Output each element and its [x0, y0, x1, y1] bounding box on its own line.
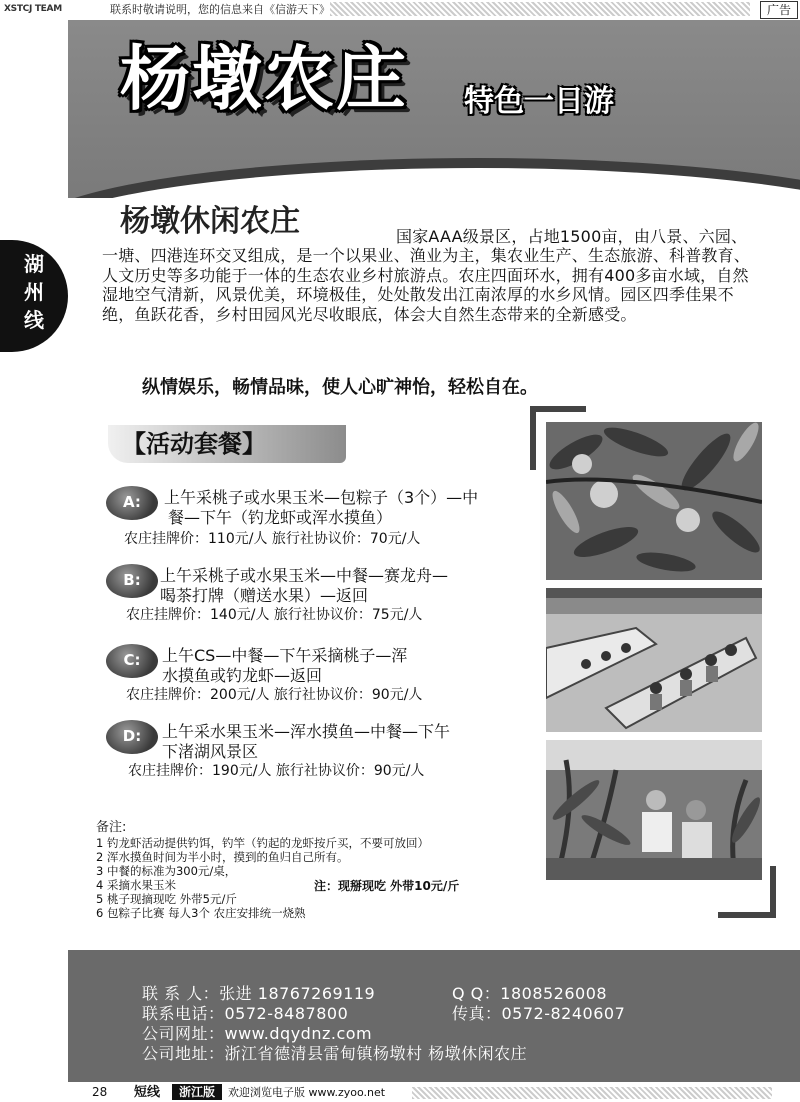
page-number: 28 [92, 1085, 108, 1099]
farm-name-heading: 杨墩休闲农庄 [120, 202, 300, 242]
contact-qq: Q Q：1808526008 [452, 984, 608, 1003]
package-line: 上午采水果玉米—浑水摸鱼—中餐—下午 [162, 722, 451, 741]
corn-price-tip: 注：现掰现吃 外带10元/斤 [314, 879, 460, 893]
package-price: 农庄挂牌价：200元/人 旅行社协议价：90元/人 [126, 687, 423, 703]
hatch-decoration [330, 2, 750, 16]
contact-phone: 联系电话：0572-8487800 [142, 1004, 349, 1023]
peach-tree-photo [546, 422, 762, 580]
ad-frame [68, 20, 800, 1082]
package-line: 餐—下午（钓龙虾或浑水摸鱼） [168, 508, 393, 527]
note-item: 3 中餐的标准为300元/桌， [96, 864, 237, 878]
top-strip [0, 0, 800, 20]
package-line: 下渚湖风景区 [162, 742, 259, 761]
note-item: 6 包粽子比赛 每人3个 农庄安排统一烧熟 [96, 906, 306, 920]
intro-paragraph: 国家AAA级景区，占地1500亩，由八景、六园、一塘、四港连环交叉组成，是一个以果业、渔业为主，集农业生产、生态旅游、科普教育、人文历史等多功能于一体的生态农业乡村旅游点。农庄四面环水，拥有400多亩水域，自然湿地空气清新，风景优美，环境极佳，处处散发出江南浓厚的水乡风情。园区四季佳果不绝，鱼跃花香，乡村田园风光尽收眼底，体会大自然生态带来的全新感受。 [102, 227, 751, 324]
note-item: 2 浑水摸鱼时间为半小时，摸到的鱼归自己所有。 [96, 850, 349, 864]
dragon-boat-photo [546, 588, 762, 732]
package-line: 喝茶打牌（赠送水果）—返回 [160, 586, 369, 605]
contact-panel [68, 950, 800, 1082]
package-d [106, 720, 566, 800]
package-badge [106, 486, 158, 520]
package-badge [106, 564, 158, 598]
section-label: 短线 [134, 1085, 161, 1100]
package-a [106, 486, 526, 566]
contact-website[interactable]: 公司网址：www.dqydnz.com [142, 1024, 373, 1043]
package-description [160, 566, 448, 606]
note-item: 5 桃子现摘现吃 外带5元/斤 [96, 892, 237, 906]
package-price: 农庄挂牌价：190元/人 旅行社协议价：90元/人 [128, 763, 425, 779]
contact-person: 联 系 人：张进 18767269119 [142, 984, 376, 1003]
package-line: 上午采桃子或水果玉米—包粽子（3个）—中 [164, 488, 479, 507]
hatch-decoration [412, 1087, 772, 1099]
packages-heading: 【活动套餐】 [122, 430, 266, 458]
package-description [164, 488, 478, 528]
route-side-tab [0, 240, 68, 352]
source-notice: 联系时敬请说明，您的信息来自《信游天下》 [110, 3, 330, 16]
page-subtitle: 特色一日游 [464, 84, 614, 119]
package-badge-label: B: [123, 571, 141, 589]
page-title: 杨墩农庄 [120, 38, 408, 120]
note-item: 4 采摘水果玉米 [96, 878, 176, 892]
region-badge: 浙江版 [172, 1084, 222, 1100]
header-banner [68, 20, 800, 198]
package-description [162, 646, 407, 686]
package-badge-label: D: [122, 727, 142, 745]
package-price: 农庄挂牌价：140元/人 旅行社协议价：75元/人 [126, 607, 423, 623]
package-badge-label: A: [123, 493, 141, 511]
package-price: 农庄挂牌价：110元/人 旅行社协议价：70元/人 [124, 531, 421, 547]
slogan: 纵情娱乐，畅情品味，使人心旷神怡，轻松自在。 [142, 377, 538, 398]
package-line: 上午采桃子或水果玉米—中餐—赛龙舟— [160, 566, 449, 585]
contact-fax: 传真：0572-8240607 [452, 1004, 626, 1023]
publisher-logo: XSTCJ TEAM [4, 4, 62, 14]
notes-section [96, 820, 576, 920]
corn-picking-photo [546, 740, 762, 880]
package-line: 水摸鱼或钓龙虾—返回 [162, 666, 323, 685]
ad-tag: 广告 [760, 1, 798, 19]
package-c [106, 644, 546, 724]
package-description [162, 722, 450, 762]
notes-title: 备注: [96, 820, 127, 835]
package-badge [106, 720, 158, 754]
note-item: 1 钓龙虾活动提供钓饵，钓竿（钓起的龙虾按斤买，不要可放回） [96, 836, 429, 850]
package-b [106, 564, 546, 644]
package-badge [106, 644, 158, 678]
packages-heading-banner [108, 425, 346, 463]
package-badge-label: C: [123, 651, 141, 669]
package-line: 上午CS—中餐—下午采摘桃子—浑 [162, 646, 408, 665]
route-side-label: 湖州线 [24, 252, 44, 332]
bottom-strip [0, 1084, 800, 1102]
web-edition-link[interactable]: 欢迎浏览电子版 www.zyoo.net [228, 1086, 386, 1099]
contact-address: 公司地址：浙江省德清县雷甸镇杨墩村 杨墩休闲农庄 [142, 1044, 528, 1063]
